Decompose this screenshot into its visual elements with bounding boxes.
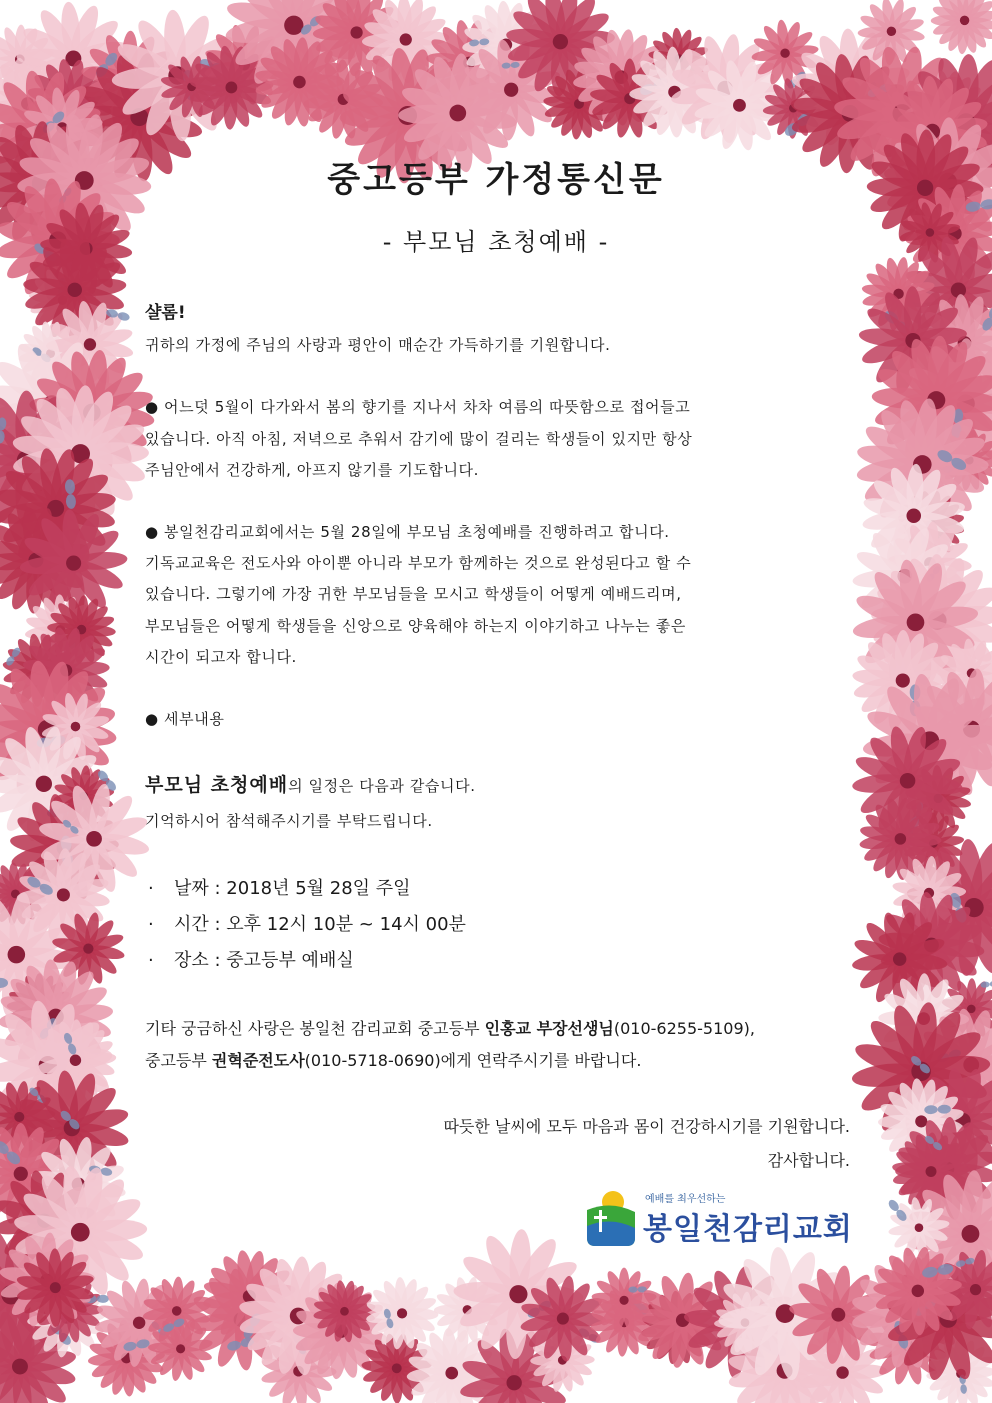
contact-person: 권혁준전도사 [211,1051,305,1070]
info-date [148,874,411,900]
church-logo [585,1188,855,1250]
details-heading: ● 세부내용 [145,710,225,728]
info-date-text: 날짜 : 2018년 5월 28일 주일 [174,878,411,899]
para1-line: ● 어느덧 5월이 다가와서 봄의 향기를 지나서 차차 여름의 따뜻함으로 접어들고 [145,398,691,416]
para2-line: 시간이 되고자 합니다. [145,648,297,666]
para1-line: 주님안에서 건강하게, 아프지 않기를 기도합니다. [145,461,480,479]
page-subtitle: - 부모님 초청예배 - [382,228,610,256]
schedule-line [145,770,476,797]
schedule-line-rest: 의 일정은 다음과 같습니다. [288,777,476,795]
contact-phone: (010-5718-0690)에게 연락주시기를 바랍니다. [304,1051,642,1070]
info-time-text: 시간 : 오후 12시 10분 ~ 14시 00분 [174,914,466,935]
closing-thanks: 감사합니다. [767,1151,850,1170]
contact-person: 인홍교 부장선생님 [484,1019,614,1038]
contact-line-1 [145,1016,755,1039]
para2-line: 기독교교육은 전도사와 아이뿐 아니라 부모가 함께하는 것으로 완성된다고 할 수 [145,554,692,572]
contact-phone: (010-6255-5109), [613,1019,755,1038]
bullet-mark: · [148,878,154,899]
info-place [148,946,354,972]
page-title: 중고등부 가정통신문 [327,160,665,200]
info-time [148,910,466,936]
para2-line: 있습니다. 그렇기에 가장 귀한 부모님들을 모시고 학생들이 어떻게 예배드리며, [145,585,682,603]
contact-line-2 [145,1048,641,1071]
schedule-request: 기억하시어 참석해주시기를 부탁드립니다. [145,812,433,830]
info-place-text: 장소 : 중고등부 예배실 [174,950,354,971]
church-emblem-icon [585,1188,637,1248]
bullet-mark: · [148,950,154,971]
logo-church-name: 봉일천감리교회 [643,1212,853,1247]
para2-line: 부모님들은 어떻게 학생들을 신앙으로 양육해야 하는지 이야기하고 나누는 좋은 [145,617,686,635]
closing-wish: 따듯한 날씨에 모두 마음과 몸이 건강하시기를 기원합니다. [443,1117,850,1136]
para1-line: 있습니다. 아직 아침, 저녁으로 추워서 감기에 많이 걸리는 학생들이 있지만 항상 [145,430,693,448]
contact-text: 기타 궁금하신 사랑은 봉일천 감리교회 중고등부 [145,1019,485,1038]
greeting: 샬롬! [145,303,186,323]
logo-tagline: 예배를 최우선하는 [645,1194,726,1205]
bullet-mark: · [148,914,154,935]
intro-line: 귀하의 가정에 주님의 사랑과 평안이 매순간 가득하기를 기원합니다. [145,336,611,354]
contact-text: 중고등부 [145,1051,212,1070]
schedule-event-name: 부모님 초청예배 [145,774,289,796]
para2-line: ● 봉일천감리교회에서는 5월 28일에 부모님 초청예배를 진행하려고 합니다. [145,523,670,541]
